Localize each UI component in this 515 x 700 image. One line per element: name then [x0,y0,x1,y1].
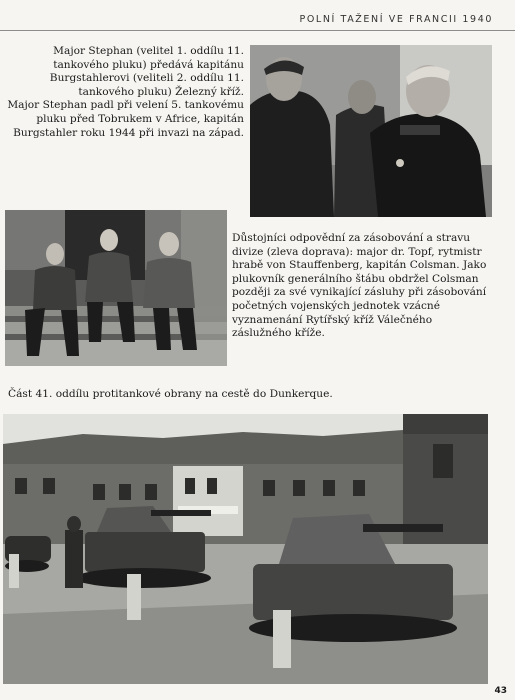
running-header: POLNÍ TAŽENÍ VE FRANCII 1940 [299,14,493,25]
caption-supply-officers: Důstojníci odpovědní za zásobování a stravu divize (zleva doprava): major dr. Topf, rytmistr hrabě von Stauffenberg, kapitán Colsman. Jako plukovník generálního štábu obdržel Colsman později za své vynikající zásluhy při zásobování početných vojenských jednotek vzácné vyznamenání Rytířský kříž Válečného záslužného kříže. [232,232,487,340]
photo-supply-officers [5,210,227,366]
photo-award-ceremony [250,45,492,217]
caption-paragraph: Major Stephan padl při velení 5. tankovému pluku před Tobrukem v Africe, kapitán Burgstahler roku 1944 při invazi na západ. [7,99,244,139]
photo-antitank-vehicles [3,414,488,684]
page-number: 43 [494,686,507,696]
caption-paragraph: Major Stephan (velitel 1. oddílu 11. tankového pluku) předává kapitánu Burgstahlerovi (veliteli 2. oddílu 11. tankového pluku) Železný kříž. [49,45,244,98]
caption-antitank-unit: Část 41. oddílu protitankové obrany na cestě do Dunkerque. [8,388,333,400]
caption-officers-award [6,45,244,140]
header-rule [0,30,515,31]
